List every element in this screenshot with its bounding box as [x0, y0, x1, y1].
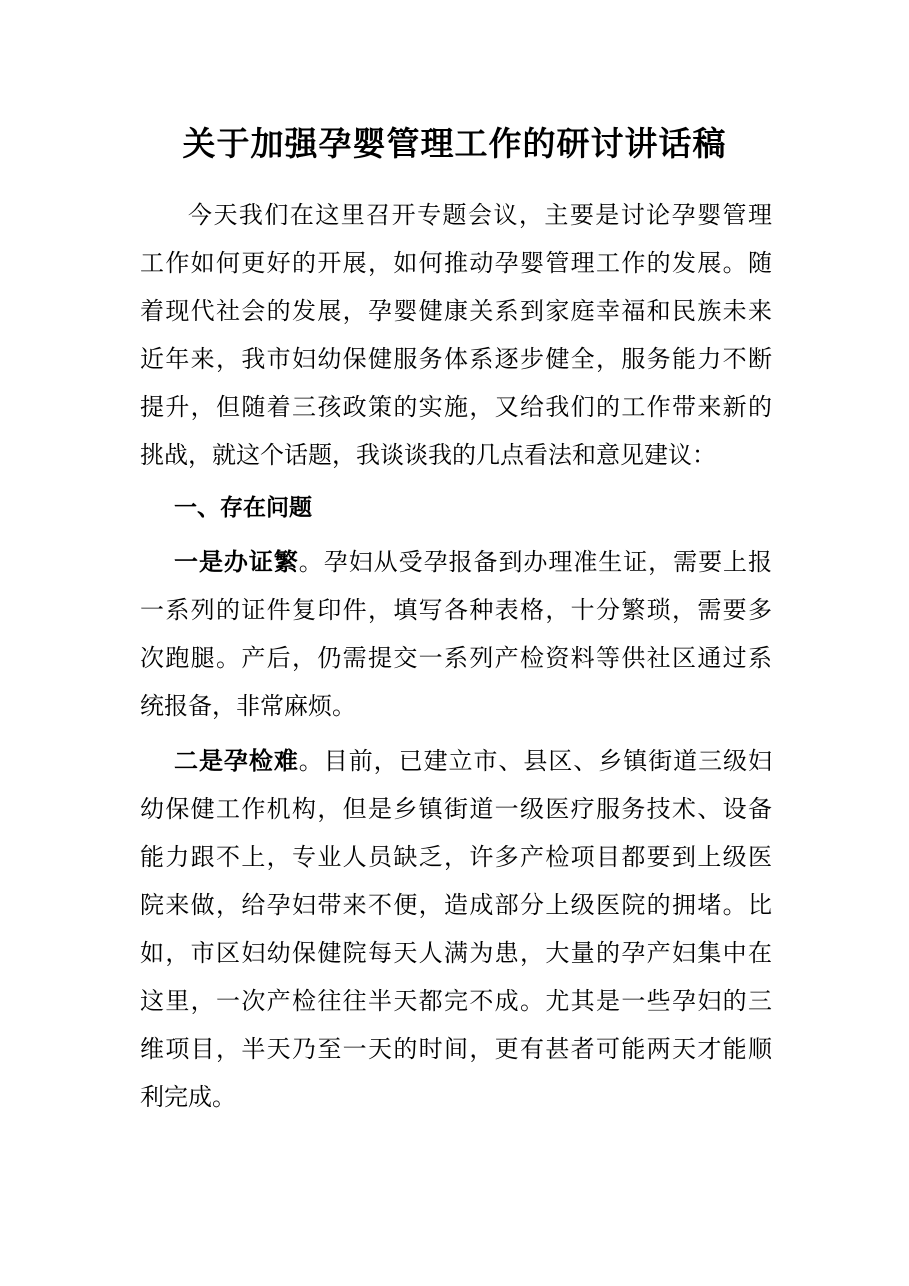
intro-line: 着现代社会的发展，孕婴健康关系到家庭幸福和民族未来 — [140, 297, 772, 325]
point-one-paragraph — [140, 538, 772, 730]
point-one-line: 一系列的证件复印件，填写各种表格，十分繁琐，需要多 — [140, 596, 772, 624]
point-two-first-line-text: 。目前，已建立市、县区、乡镇街道三级妇 — [298, 747, 773, 775]
point-one-lead: 一是办证繁 — [174, 548, 299, 576]
point-two-line: 如，市区妇幼保健院每天人满为患，大量的孕产妇集中在 — [140, 939, 772, 967]
point-two-line: 维项目，半天乃至一天的时间，更有甚者可能两天才能顺 — [140, 1035, 772, 1063]
point-two-line: 幼保健工作机构，但是乡镇街道一级医疗服务技术、设备 — [140, 795, 772, 823]
intro-line: 工作如何更好的开展，如何推动孕婴管理工作的发展。随 — [140, 249, 772, 277]
intro-line: 提升，但随着三孩政策的实施，又给我们的工作带来新的 — [140, 393, 772, 421]
point-one-first-line-text: 。孕妇从受孕报备到办理准生证，需要上报 — [298, 548, 773, 576]
point-two-lead: 二是孕检难 — [174, 747, 299, 775]
point-one-first-line — [140, 538, 772, 586]
section-heading: 一、存在问题 — [174, 495, 312, 521]
section-heading-block — [140, 484, 772, 532]
intro-line: 近年来，我市妇幼保健服务体系逐步健全，服务能力不断 — [140, 345, 772, 373]
point-two-first-line — [140, 737, 772, 785]
intro-line: 今天我们在这里召开专题会议，主要是讨论孕婴管理 — [188, 201, 772, 229]
point-two-line: 能力跟不上，专业人员缺乏，许多产检项目都要到上级医 — [140, 843, 772, 871]
point-two-line: 利完成。 — [140, 1083, 236, 1111]
intro-paragraph — [140, 191, 772, 479]
document-title: 关于加强孕婴管理工作的研讨讲话稿 — [182, 124, 727, 163]
point-two-line: 这里，一次产检往往半天都完不成。尤其是一些孕妇的三 — [140, 987, 772, 1015]
intro-line: 挑战，就这个话题，我谈谈我的几点看法和意见建议： — [140, 441, 716, 469]
point-two-paragraph — [140, 737, 772, 1121]
point-two-line: 院来做，给孕妇带来不便，造成部分上级医院的拥堵。比 — [140, 891, 772, 919]
point-one-line: 次跑腿。产后，仍需提交一系列产检资料等供社区通过系 — [140, 644, 772, 672]
point-one-line: 统报备，非常麻烦。 — [140, 692, 356, 720]
